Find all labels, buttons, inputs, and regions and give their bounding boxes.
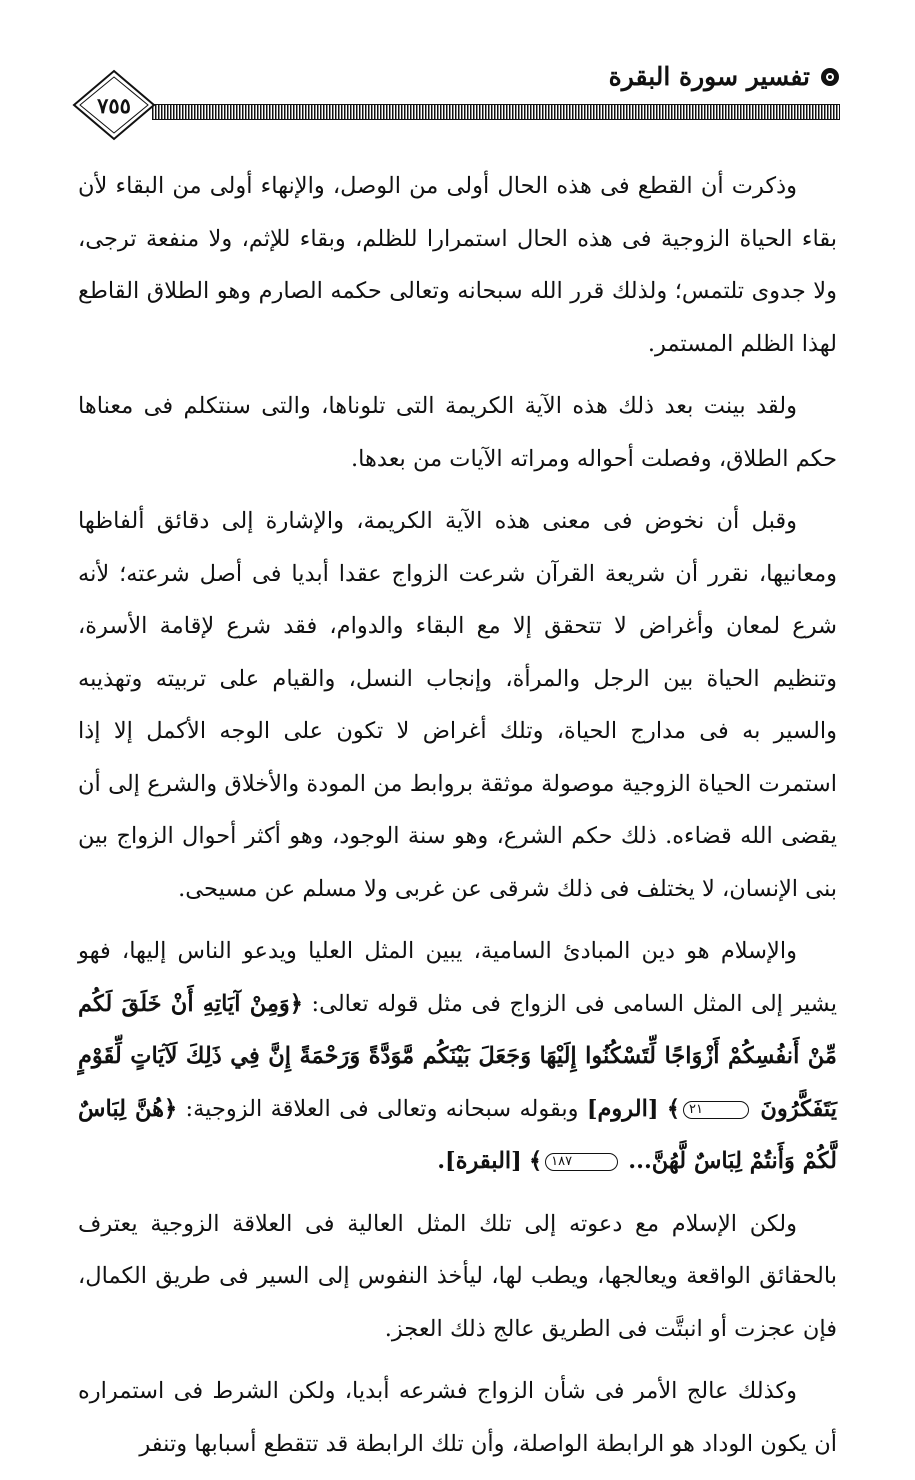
page-number-frame	[70, 67, 158, 143]
paragraph-4-intro: والإسلام هو دين المبادئ السامية، يبين المثل العليا ويدعو الناس إليها، فهو يشير إلى المثل السامى فى الزواج فى مثل قوله تعالى:	[78, 938, 837, 1017]
ayah-number-baqarah: ١٨٧	[545, 1153, 618, 1171]
ayah-number-rum: ٢١	[683, 1101, 749, 1119]
ornament-icon	[820, 67, 840, 87]
page-header	[70, 62, 840, 142]
verse-close-bracket-1: ﴾	[666, 1095, 680, 1122]
page-number: ٧٥٥	[97, 93, 131, 118]
quran-verse-rum: ﴿وَمِنْ آيَاتِهِ أَنْ خَلَقَ لَكُم مِّنْ أَنفُسِكُمْ أَزْوَاجًا لِّتَسْكُنُوا إِلَيْهَا وَجَعَلَ بَيْنَكُم مَّوَدَّةً وَرَحْمَةً إِنَّ فِي ذَلِكَ لَآيَاتٍ لِّقَوْمٍ يَتَفَكَّرُونَ	[78, 990, 837, 1122]
header-rule	[152, 104, 840, 120]
paragraph-2: ولقد بينت بعد ذلك هذه الآية الكريمة التى تلوناها، والتى سنتكلم فى معناها حكم الطلاق، وفصلت أحواله ومراته الآيات من بعدها.	[78, 393, 837, 472]
paragraph-5: ولكن الإسلام مع دعوته إلى تلك المثل العالية فى العلاقة الزوجية يعترف بالحقائق الواقعة ويعالجها، ويطب لها، ليأخذ النفوس إلى السير فى طريق الكمال، فإن عجزت أو انبتَّت فى الطريق عالج ذلك العجز.	[78, 1210, 837, 1342]
verse-close-bracket-2: ﴾	[528, 1148, 543, 1174]
page-body	[78, 160, 837, 1480]
paragraph-3: وقبل أن نخوض فى معنى هذه الآية الكريمة، والإشارة إلى دقائق ألفاظها ومعانيها، نقرر أن شريعة القرآن شرعت الزواج عقدا أبديا فى أصل شرعته؛ لأنه شرع لمعان وأغراض لا تتحقق إلا مع البقاء والدوام، فقد شرع لإقامة الأسرة، وتنظيم الحياة بين الرجل والمرأة، وإنجاب النسل، والقيام على تربيته وتهذيبه والسير به فى مدارج الحياة، وتلك أغراض لا تكون على الوجه الأكمل إلا إذا استمرت الحياة الزوجية موصولة موثقة بروابط من المودة والأخلاق والشرع إلى أن يقضى الله قضاءه. ذلك حكم الشرع، وهو سنة الوجود، وهو أكثر أحوال الزواج بين بنى الإنسان، لا يختلف فى ذلك شرقى عن غربى ولا مسلم عن مسيحى.	[78, 508, 837, 902]
paragraph-6: وكذلك عالج الأمر فى شأن الزواج فشرعه أبديا، ولكن الشرط فى استمراره أن يكون الوداد هو الرابطة الواصلة، وأن تلك الرابطة قد تتقطع أسبابها وتنفر	[78, 1378, 837, 1457]
quran-verse-baqarah: ﴿هُنَّ لِبَاسٌ لَّكُمْ وَأَنتُمْ لِبَاسٌ لَّهُنَّ...	[78, 1095, 837, 1174]
header-title-group	[609, 62, 840, 91]
running-title: تفسير سورة البقرة	[608, 62, 810, 91]
surah-reference-rum: [الروم]	[586, 1095, 659, 1122]
paragraph-1: وذكرت أن القطع فى هذه الحال أولى من الوصل، والإنهاء أولى من البقاء لأن بقاء الحياة الزوجية فى هذه الحال استمرارا للظلم، وبقاء للإثم، ولا منفعة ترجى، ولا جدوى تلتمس؛ ولذلك قرر الله سبحانه وتعالى حكمه الصارم وهو الطلاق القاطع لهذا الظلم المستمر.	[78, 173, 837, 357]
surah-reference-baqarah: [البقرة].	[437, 1148, 522, 1174]
paragraph-4	[78, 925, 837, 1188]
paragraph-4-middle: وبقوله سبحانه وتعالى فى العلاقة الزوجية:	[185, 1095, 579, 1122]
